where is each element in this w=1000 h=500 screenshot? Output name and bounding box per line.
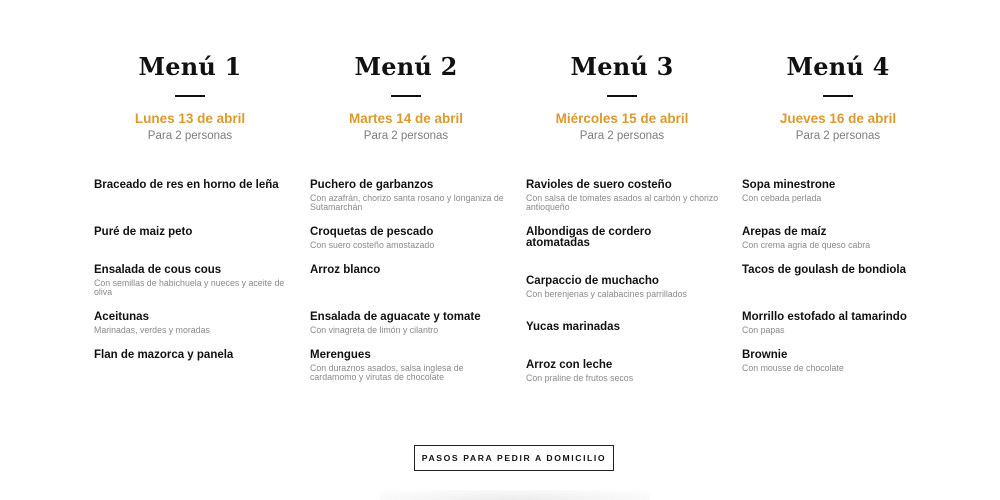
- dish-item: [94, 350, 290, 361]
- dish-name: Arepas de maíz: [742, 226, 827, 238]
- dish-name: Puré de maiz peto: [94, 226, 193, 238]
- menu-title: Menú 3: [570, 52, 674, 81]
- dish-description: Con suero costeño amostazado: [310, 240, 435, 250]
- title-divider: [823, 95, 853, 97]
- dish-name: Puchero de garbanzos: [310, 179, 434, 191]
- dish-item: [526, 276, 722, 299]
- dish-item: [310, 312, 506, 335]
- dish-description: Marinadas, verdes y moradas: [94, 325, 210, 335]
- menu-column-2: [298, 0, 514, 420]
- dish-description: Con mousse de chocolate: [742, 363, 844, 373]
- dish-item: [526, 180, 722, 212]
- dish-description: Con azafrán, chorizo santa rosano y longaniza de Sutamarchán: [310, 193, 504, 212]
- dish-item: [742, 180, 938, 203]
- dish-name: Aceitunas: [94, 311, 149, 323]
- menu-title: Menú 1: [138, 52, 242, 81]
- dish-name: Flan de mazorca y panela: [94, 349, 234, 361]
- dish-description: Con praline de frutos secos: [526, 373, 634, 383]
- dish-item: [526, 360, 722, 383]
- dish-name: Merengues: [310, 349, 371, 361]
- dish-name: Ravioles de suero costeño: [526, 179, 672, 191]
- menu-servings: Para 2 personas: [795, 130, 881, 142]
- menu-servings: Para 2 personas: [147, 130, 233, 142]
- dish-item: [94, 180, 290, 191]
- dish-name: Arroz con leche: [526, 359, 613, 371]
- dish-item: [94, 227, 290, 238]
- dish-description: Con berenjenas y calabacines parrillados: [526, 289, 687, 299]
- dish-item: [526, 322, 722, 333]
- dish-description: Con cebada perlada: [742, 193, 822, 203]
- dish-description: Con salsa de tomates asados al carbón y chorizo antioqueño: [526, 193, 719, 212]
- menu-date: Jueves 16 de abril: [779, 111, 897, 126]
- dish-item: [94, 265, 290, 297]
- dish-name: Arroz blanco: [310, 264, 381, 276]
- dish-item: [310, 180, 506, 212]
- dish-item: [94, 312, 290, 335]
- dish-name: Morrillo estofado al tamarindo: [742, 311, 907, 323]
- dish-name: Sopa minestrone: [742, 179, 836, 191]
- dish-name: Croquetas de pescado: [310, 226, 434, 238]
- dish-name: Ensalada de aguacate y tomate: [310, 311, 481, 323]
- dish-name: Ensalada de cous cous: [94, 264, 222, 276]
- dish-description: Con semillas de habichuela y nueces y aceite de oliva: [94, 278, 285, 297]
- dish-description: Con vinagreta de limón y cilantro: [310, 325, 439, 335]
- menu-servings: Para 2 personas: [579, 130, 665, 142]
- dish-item: [310, 227, 506, 250]
- dish-name: Carpaccio de muchacho: [526, 275, 659, 287]
- dish-name: Tacos de goulash de bondiola: [742, 264, 906, 276]
- dish-item: [742, 265, 938, 276]
- dish-name: Yucas marinadas: [526, 321, 620, 333]
- dish-item: [310, 350, 506, 382]
- menu-servings: Para 2 personas: [363, 130, 449, 142]
- menu-title: Menú 4: [786, 52, 890, 81]
- order-steps-button[interactable]: PASOS PARA PEDIR A DOMICILIO: [414, 445, 614, 471]
- dish-item: [742, 350, 938, 373]
- dish-item: [526, 227, 696, 249]
- dish-name: Braceado de res en horno de leña: [94, 179, 279, 191]
- title-divider: [175, 95, 205, 97]
- menu-date: Lunes 13 de abril: [134, 111, 246, 126]
- dish-description: Con papas: [742, 325, 785, 335]
- menu-date: Martes 14 de abril: [348, 111, 464, 126]
- dish-description: Con crema agria de queso cabra: [742, 240, 871, 250]
- menu-column-3: [514, 0, 730, 420]
- dish-item: [742, 227, 938, 250]
- dish-item: [742, 312, 938, 335]
- bottom-shadow: [380, 490, 650, 500]
- menu-date: Miércoles 15 de abril: [555, 111, 689, 126]
- title-divider: [391, 95, 421, 97]
- dish-name: Brownie: [742, 349, 788, 361]
- dish-name: Albondigas de cordero atomatadas: [526, 226, 652, 249]
- dish-description: Con duraznos asados, salsa inglesa de cardamomo y virutas de chocolate: [310, 363, 464, 382]
- menu-column-4: [730, 0, 946, 420]
- menu-title: Menú 2: [354, 52, 458, 81]
- menu-columns: [82, 0, 946, 420]
- dish-item: [310, 265, 506, 276]
- title-divider: [607, 95, 637, 97]
- menu-column-1: [82, 0, 298, 420]
